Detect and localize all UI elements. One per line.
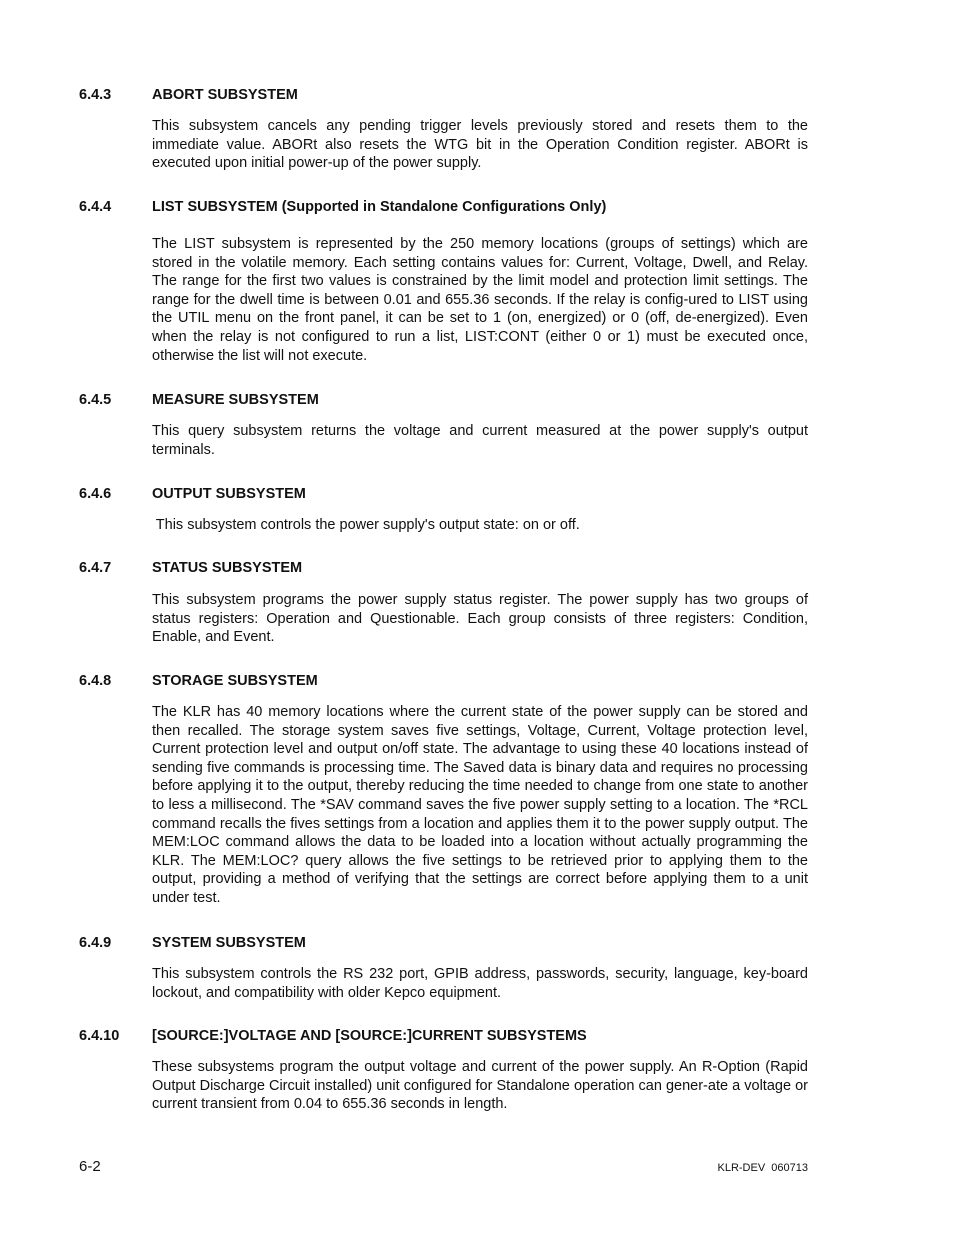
section-number: 6.4.3 [79,87,112,103]
document-id: KLR-DEV 060713 [717,1162,808,1174]
section-number: 6.4.9 [79,935,112,951]
section-number: 6.4.4 [79,199,112,215]
section-title: SYSTEM SUBSYSTEM [152,935,306,951]
section-body-6-4-9: This subsystem controls the RS 232 port, GPIB address, passwords, security, language, key-board lockout, and compatibility with older Kepco equipment. [152,966,808,1001]
section-body-6-4-6: This subsystem controls the power supply's output state: on or off. [152,517,580,533]
section-title: STORAGE SUBSYSTEM [152,673,318,689]
section-body-6-4-7: This subsystem programs the power supply status register. The power supply has two groups of status registers: Operation and Questionable. Each group consists of three registers: Condition, Enable, and Event. [152,592,808,646]
section-title: LIST SUBSYSTEM (Supported in Standalone Configurations Only) [152,199,607,215]
section-title: OUTPUT SUBSYSTEM [152,486,306,502]
section-body-6-4-3: This subsystem cancels any pending trigger levels previously stored and resets them to the immediate value. ABORt also resets the WTG bit in the Operation Condition register. ABORt is executed upon initial power-up of the power supply. [152,118,808,172]
section-number: 6.4.8 [79,673,112,689]
section-title: STATUS SUBSYSTEM [152,560,303,576]
section-body-6-4-4: The LIST subsystem is represented by the 250 memory locations (groups of settings) which are stored in the volatile memory. Each setting contains values for: Current, Voltage, Dwell, and Relay. The range for the first two values is constrained by the limit model and protection limit settings. The range for the dwell time is between 0.01 and 655.36 seconds. If the relay is config-ured to LIST using the UTIL menu on the front panel, it can be set to 1 (on, energized) or 0 (off, de-energized). Even when the relay is not configured to run a list, LIST:CONT (either 0 or 1) must be executed once, otherwise the list will not execute. [152,236,808,364]
page-number: 6-2 [79,1158,101,1175]
section-body-6-4-10: These subsystems program the output voltage and current of the power supply. An R-Option (Rapid Output Discharge Circuit installed) unit configured for Standalone operation can gener-ate a voltage or current transient from 0.04 to 655.36 seconds in length. [152,1059,808,1113]
section-body-6-4-8: The KLR has 40 memory locations where the current state of the power supply can be stored and then recalled. The storage system saves five settings, Voltage, Current, Voltage protection level, Current protection level and output on/off state. The advantage to using these 40 locations instead of sending five commands is processing time. The Saved data is binary data and requires no processing before applying it to the output, thereby reducing the time needed to change from one state to another to less a millisecond. The *SAV command saves the five power supply setting to a location. The *RCL command recalls the fives settings from a location and applies them it to the power supply output. The MEM:LOC command allows the data to be loaded into a location without actually programming the KLR. The MEM:LOC? query allows the five settings to be retrieved prior to applying them to the output, providing a method of verifying that the settings are correct before applying them to a unit under test. [152,704,808,906]
section-body-6-4-5: This query subsystem returns the voltage and current measured at the power supply's output terminals. [152,423,808,458]
section-number: 6.4.7 [79,560,112,576]
section-number: 6.4.5 [79,392,112,408]
section-number: 6.4.6 [79,486,112,502]
section-number: 6.4.10 [79,1028,120,1044]
section-title: [SOURCE:]VOLTAGE AND [SOURCE:]CURRENT SUBSYSTEMS [152,1028,587,1044]
section-title: ABORT SUBSYSTEM [152,87,298,103]
section-title: MEASURE SUBSYSTEM [152,392,319,408]
